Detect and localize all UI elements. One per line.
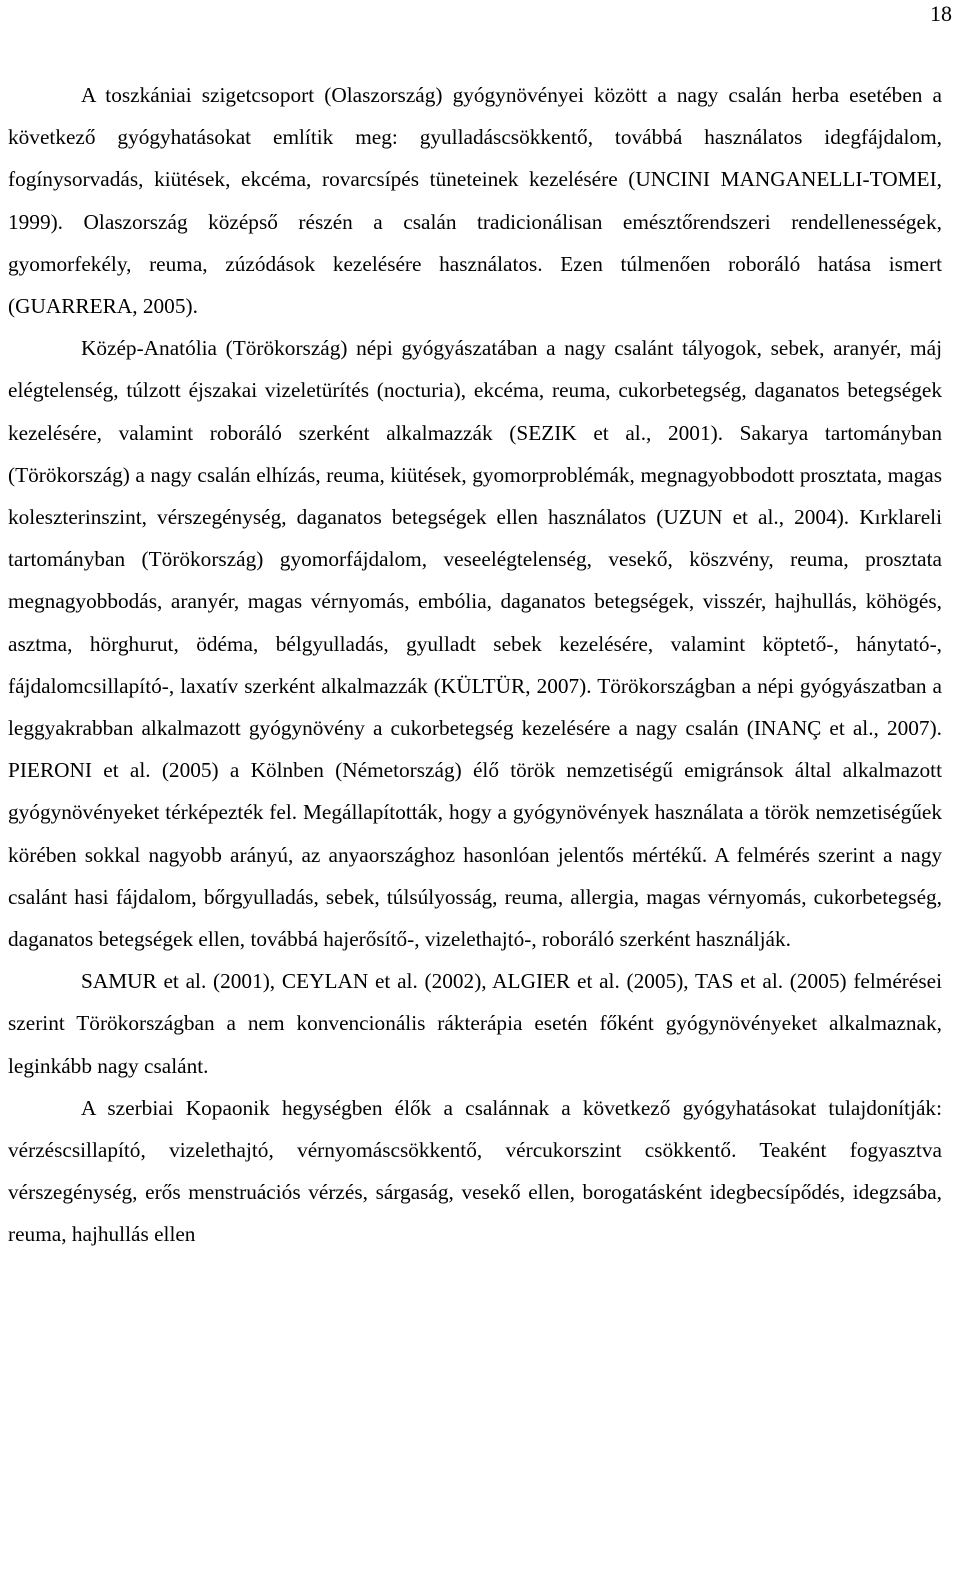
- paragraph-anatolia: Közép-Anatólia (Törökország) népi gyógyászatában a nagy csalánt tályogok, sebek, aranyér, máj elégtelenség, túlzott éjszakai vizeletürítés (nocturia), ekcéma, reuma, cukorbetegség, daganatos betegségek kezelésére, valamint roboráló szerként alkalmazzák (SEZIK et al., 2001). Sakarya tartományban (Törökország) a nagy csalán elhízás, reuma, kiütések, gyomorproblémák, megnagyobbodott prosztata, magas koleszterinszint, vérszegénység, daganatos betegségek ellen használatos (UZUN et al., 2004). Kırklareli tartományban (Törökország) gyomorfájdalom, veseelégtelenség, vesekő, köszvény, reuma, prosztata megnagyobbodás, aranyér, magas vérnyomás, embólia, daganatos betegségek, visszér, hajhullás, köhögés, asztma, hörghurut, ödéma, bélgyulladás, gyulladt sebek kezelésére, valamint köptető-, hánytató-, fájdalomcsillapító-, laxatív szerként alkalmazzák (KÜLTÜR, 2007). Törökországban a népi gyógyászatban a leggyakrabban alkalmazott gyógynövény a cukorbetegség kezelésére a nagy csalán (INANÇ et al., 2007). PIERONI et al. (2005) a Kölnben (Németország) élő török nemzetiségű emigránsok által alkalmazott gyógynövényeket térképezték fel. Megállapították, hogy a gyógynövények használata a török nemzetiségűek körében sokkal nagyobb arányú, az anyaországhoz hasonlóan jelentős mértékű. A felmérés szerint a nagy csalánt hasi fájdalom, bőrgyulladás, sebek, túlsúlyosság, reuma, allergia, magas vérnyomás, cukorbetegség, daganatos betegségek ellen, továbbá hajerősítő-, vizelethajtó-, roboráló szerként használják.: [8, 336, 942, 952]
- page-number: 18: [930, 1, 952, 26]
- paragraph-serbia: A szerbiai Kopaonik hegységben élők a csalánnak a következő gyógyhatásokat tulajdonítják: vérzéscsillapító, vizelethajtó, vérnyomáscsökkentő, vércukorszint csökkentő. Teaként fogyasztva vérszegénység, erős menstruációs vérzés, sárgaság, vesekő ellen, borogatásként idegbecsípődés, idegzsába, reuma, hajhullás ellen: [8, 1095, 942, 1247]
- paragraph-cancer-therapy: SAMUR et al. (2001), CEYLAN et al. (2002), ALGIER et al. (2005), TAS et al. (2005) felmérései szerint Törökországban a nem konvencionális rákterápia esetén főként gyógynövényeket alkalmaznak, leginkább nagy csalánt.: [8, 969, 942, 1078]
- document-body: [8, 74, 942, 1256]
- paragraph-tuscany: A toszkániai szigetcsoport (Olaszország) gyógynövényei között a nagy csalán herba esetében a következő gyógyhatásokat említik meg: gyulladáscsökkentő, továbbá használatos idegfájdalom, fogínysorvadás, kiütések, ekcéma, rovarcsípés tüneteinek kezelésére (UNCINI MANGANELLI-TOMEI, 1999). Olaszország középső részén a csalán tradicionálisan emésztőrendszeri rendellenességek, gyomorfekély, reuma, zúzódások kezelésére használatos. Ezen túlmenően roboráló hatása ismert (GUARRERA, 2005).: [8, 83, 942, 319]
